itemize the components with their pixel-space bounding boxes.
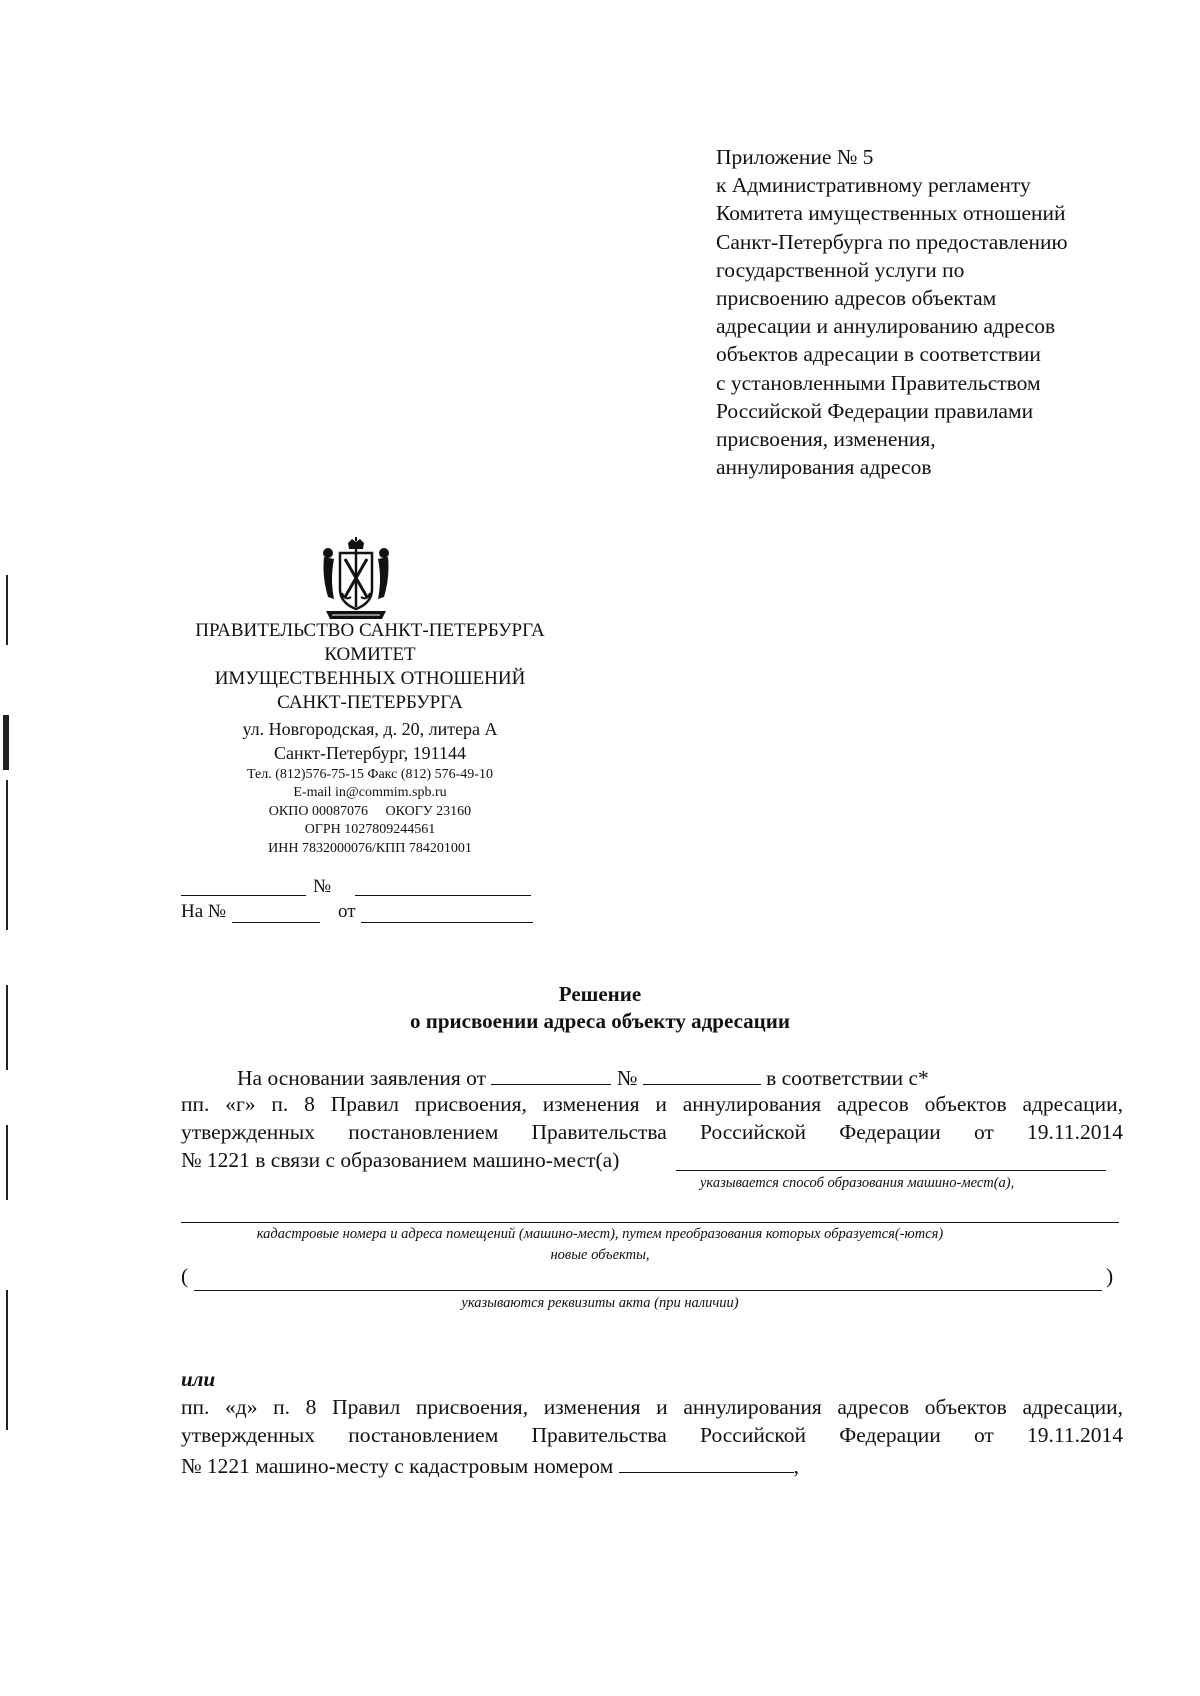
basis-prefix: На основании заявления от (237, 1066, 487, 1090)
inn-kpp: ИНН 7832000076/КПП 784201001 (268, 841, 472, 856)
rule-d-line3 (181, 1452, 799, 1479)
appendix-line: с установленными Правительством (716, 370, 1041, 395)
hint-act: указываются реквизиты акта (при наличии) (461, 1295, 739, 1311)
scan-edge-mark (6, 780, 8, 930)
org-name-line: ПРАВИТЕЛЬСТВО САНКТ-ПЕТЕРБУРГА (195, 620, 545, 641)
hint-formation-method: указывается способ образования машино-мест(а), (700, 1175, 1015, 1191)
appendix-line: Российской Федерации правилами (716, 398, 1034, 423)
outgoing-number-field[interactable] (355, 895, 531, 896)
appendix-line: присвоению адресов объектам (716, 286, 997, 311)
outgoing-no-label: № (313, 876, 332, 897)
decision-subtitle: о присвоении адреса объекту адресации (410, 1009, 790, 1033)
coat-of-arms-icon (318, 537, 394, 623)
appendix-line: государственной услуги по (716, 257, 965, 282)
rule-g-line: пп. «г» п. 8 Правил присвоения, изменения и аннулирования адресов объектов адресации, (181, 1092, 1123, 1116)
rule-d-line: пп. «д» п. 8 Правил присвоения, изменения и аннулирования адресов объектов адресации, (181, 1395, 1123, 1419)
appendix-line: Приложение № 5 (716, 145, 874, 169)
rule-g-line: № 1221 в связи с образованием машино-мест(а) (181, 1148, 620, 1172)
appendix-line: присвоения, изменения, (716, 427, 936, 452)
appendix-line: адресации и аннулированию адресов (716, 314, 1056, 339)
rule-g-line: утвержденных постановлением Правительства Российской Федерации от 19.11.2014 (181, 1120, 1123, 1144)
act-requisites-field[interactable] (194, 1290, 1102, 1291)
or-label: или (181, 1367, 216, 1391)
rule-d-line: утвержденных постановлением Правительства Российской Федерации от 19.11.2014 (181, 1423, 1123, 1447)
formation-method-field[interactable] (676, 1170, 1106, 1171)
address-street: ул. Новгородская, д. 20, литера А (242, 719, 498, 739)
email: E-mail in@commim.spb.ru (293, 785, 447, 800)
address-city: Санкт-Петербург, 191144 (274, 743, 466, 763)
basis-line (237, 1064, 929, 1091)
parking-cadastral-number-field[interactable] (619, 1452, 794, 1473)
scan-edge-mark (3, 715, 9, 770)
cadastral-numbers-field[interactable] (181, 1222, 1119, 1223)
paren-open: ( (181, 1264, 189, 1288)
appendix-line: объектов адресации в соответствии (716, 342, 1041, 367)
appendix-line: Комитета имущественных отношений (716, 201, 1066, 226)
scan-edge-mark (6, 1125, 8, 1200)
rule-d-text: № 1221 машино-месту с кадастровым номером (181, 1454, 614, 1478)
ogrn: ОГРН 1027809244561 (304, 822, 436, 837)
phone-fax: Тел. (812)576-75-15 Факс (812) 576-49-10 (247, 767, 493, 782)
outgoing-date-field[interactable] (181, 895, 306, 896)
scan-edge-mark (6, 575, 8, 645)
org-name-line: КОМИТЕТ (324, 644, 416, 665)
hint-cadastral: новые объекты, (550, 1247, 650, 1263)
appendix-line: Санкт-Петербурга по предоставлению (716, 229, 1068, 254)
application-number-field[interactable] (643, 1064, 761, 1085)
basis-no-label: № (616, 1066, 638, 1090)
org-name-line: ИМУЩЕСТВЕННЫХ ОТНОШЕНИЙ (214, 668, 526, 689)
appendix-line: к Административному регламенту (716, 173, 1031, 198)
incoming-date-field[interactable] (361, 922, 533, 923)
decision-title: Решение (558, 982, 642, 1006)
application-date-field[interactable] (491, 1064, 611, 1085)
rule-d-comma: , (793, 1454, 799, 1478)
incoming-number-field[interactable] (232, 922, 320, 923)
org-name-line: САНКТ-ПЕТЕРБУРГА (277, 692, 463, 713)
appendix-line: аннулирования адресов (716, 455, 932, 480)
incoming-date-label: от (338, 901, 356, 922)
incoming-no-label: На № (181, 901, 227, 922)
hint-cadastral: кадастровые номера и адреса помещений (машино-мест), путем преобразования которых образуется(-ются) (256, 1226, 944, 1242)
basis-suffix: в соответствии с* (766, 1066, 929, 1090)
okpo-okogu: ОКПО 00087076 ОКОГУ 23160 (268, 804, 472, 819)
appendix-block (716, 143, 1186, 481)
paren-close: ) (1106, 1264, 1114, 1288)
